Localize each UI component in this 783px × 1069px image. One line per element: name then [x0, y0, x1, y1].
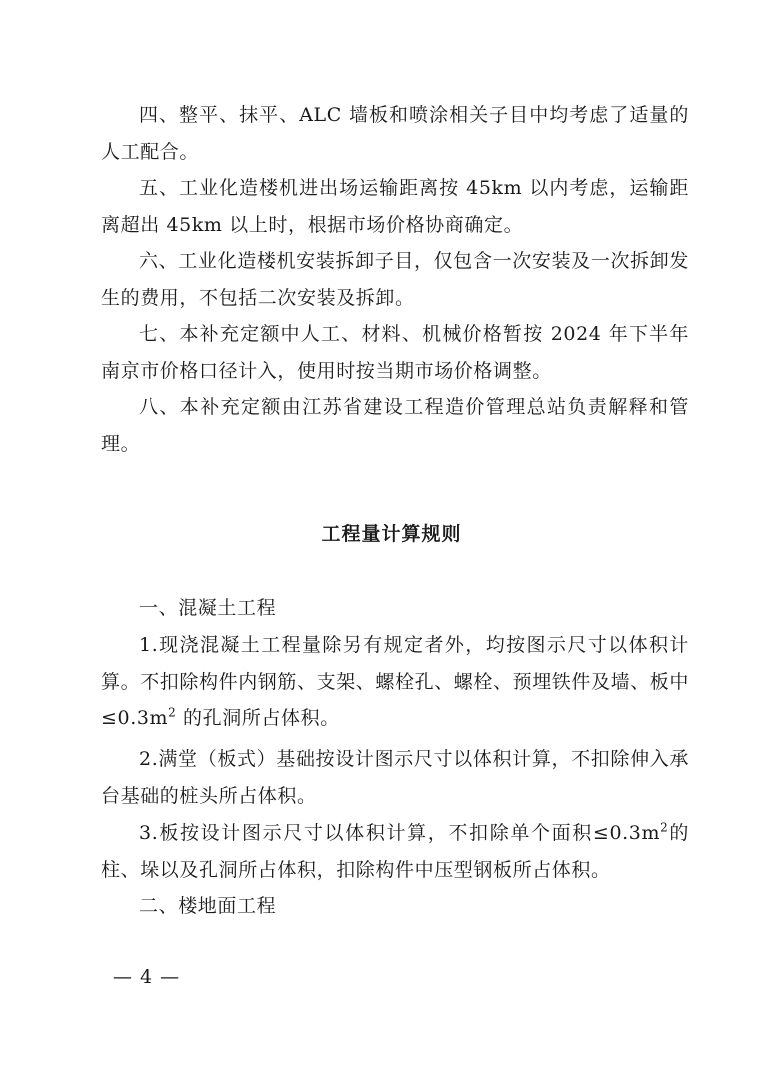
heading-floor: 二、楼地面工程	[139, 895, 277, 917]
page-number: — 4 —	[113, 966, 181, 988]
section-title: 工程量计算规则	[321, 523, 462, 545]
rule-1-superscript: 2	[168, 705, 177, 720]
heading-concrete: 一、混凝土工程	[139, 597, 277, 619]
rule-3-text-end: 的柱、垛以及孔洞所占体积，扣除构件中压型钢板所占体积。	[101, 822, 689, 881]
paragraph-item-8: 八、本补充定额由江苏省建设工程造价管理总站负责解释和管理。	[101, 396, 689, 455]
paragraph-item-4: 四、整平、抹平、ALC 墙板和喷涂相关子目中均考虑了适量的人工配合。	[101, 104, 689, 163]
rule-3	[101, 815, 689, 888]
rule-2: 2.满堂（板式）基础按设计图示尺寸以体积计算，不扣除伸入承台基础的桩头所占体积。	[101, 748, 689, 807]
rule-1	[101, 627, 689, 737]
rule-3-superscript: 2	[660, 820, 669, 835]
rule-3-text: 3.板按设计图示尺寸以体积计算，不扣除单个面积≤0.3m	[139, 822, 661, 844]
paragraph-item-7: 七、本补充定额中人工、材料、机械价格暂按 2024 年下半年南京市价格口径计入，使用时按当期市场价格调整。	[101, 323, 689, 382]
paragraph-item-6: 六、工业化造楼机安装拆卸子目，仅包含一次安装及一次拆卸发生的费用，不包括二次安装及拆卸。	[101, 250, 689, 309]
rule-1-text: 1.现浇混凝土工程量除另有规定者外，均按图示尺寸以体积计算。不扣除构件内钢筋、支架、螺栓孔、螺栓、预埋铁件及墙、板中≤0.3m	[101, 634, 690, 729]
paragraph-item-5: 五、工业化造楼机进出场运输距离按 45km 以内考虑，运输距离超出 45km 以上时，根据市场价格协商确定。	[101, 177, 689, 236]
rule-1-text-end: 的孔洞所占体积。	[176, 707, 340, 729]
